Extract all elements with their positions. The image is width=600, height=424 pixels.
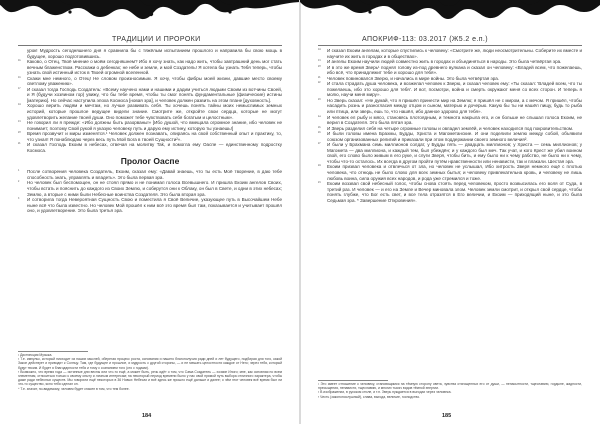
verse-paragraph — [18, 103, 282, 120]
verse-paragraph — [18, 59, 282, 76]
verse-paragraph — [18, 142, 282, 153]
verse-number: ²² — [318, 81, 321, 86]
verse-text: И ангелы Екоим научили людей совместно жить в городах и объединяться в народы. Это была четвёртая эра. — [327, 59, 562, 65]
section-heading: Пролог Оаспе — [120, 156, 180, 167]
verse-number: ¹⁹ — [18, 120, 21, 125]
verse-paragraph — [318, 98, 582, 115]
verse-paragraph — [18, 76, 282, 87]
footnote: ¹ Это имеет отношение к человеку, становящимся на тёмную сторону света, чувства отягощенных его от души, — ненасытности, тщеславию, гордыне, жадности, пресыщения, ненависти, тщеславию, и многих тысяч видов тёмной энергии. — [318, 382, 582, 391]
flourish-ornament-icon — [300, 0, 600, 22]
verse-text: После сотворения человека Создатель, Екоим, сказал ему: «Давай знаешь, что ты есть Моё творение, в даю тебе способность знать, управлять и владеть». Это была первая эра. — [27, 169, 282, 180]
verse-number: ³ — [18, 197, 20, 202]
verse-number: ²⁷ — [318, 142, 321, 147]
footnotes-left — [18, 353, 282, 391]
verse-number: ¹⁷ — [18, 86, 21, 91]
verse-paragraph — [18, 48, 282, 59]
verse-text: Екоим воззвал свой небесный голос, чтобы снова стоять перед человеком, просто возвысилась его воля от Суда, в третий раз. И человек — и его на Земле и Вечер миновала злом. Человек земли смотрит, и открыл свой сердце, чтобы понять глубже, что Бог есть свет, и все тела отразятся в Его величии, и Екоим — приходящий ныне, и это была Седьмая эра. * Завершение Откровения». — [327, 181, 582, 203]
verse-paragraph — [318, 81, 582, 98]
verse-paragraph — [18, 120, 282, 131]
footnote: ³ Честь (законопослушный), слава, выгода, величие, господство. — [318, 394, 421, 399]
verse-paragraph — [318, 181, 582, 203]
footnote-rule-left — [18, 351, 88, 352]
verse-paragraph — [318, 164, 582, 181]
verse-text: Каково, о Отец, Твоё мнение о моём сегодняшнем? Ибо я хочу знать, как надо жить, чтобы завтрашний день мог стать вечным блаженством. Расскажи о дебенках; не небе и земле, и мой Создатель! Я хотела бы узнать Тебя теперь, чтобы узнать свой истинный исток в Твоей огромной вселенной. — [27, 59, 282, 76]
verse-number: ¹⁸ — [18, 103, 21, 108]
verse-number: ¹ — [18, 169, 20, 174]
verse-paragraph — [318, 142, 582, 164]
verse-text: И человек ел рыбу и мясо, становясь плотоядным, и темнота накрыла его, и он больше не слышал голоса Екоим, не верил в Создателя. Это была пятая эра. — [327, 114, 582, 126]
verse-text: И сказал тогда Господь Создатель: «Всему научено нами и нашими и дадим учиться людьми Своим из вотчины Своей, и Я (будучи хозяином гор) увижу, что бы тебе время, чтобы ты смог понять фундаментальные (физические) истины [материю]. Но сейчас наступила эпоха Космоса [новая эра], и человек должен развить на этом плане [духовность]. — [27, 86, 282, 103]
footnote-rule-right — [318, 380, 388, 381]
verse-number: ²⁰ — [18, 131, 21, 136]
header-rule-right — [318, 45, 582, 46]
verse-paragraph — [318, 48, 582, 59]
verse-text: И были головы имена Брахмы, Будды, Христа и Магометанские. И они поделили землю между собой, объявили союзом организованных религий и приказали при этом поддержании своего земного величия². — [327, 131, 582, 142]
footnote: ¹ Дистинкция Музыка. — [18, 353, 53, 357]
verse-number: ²⁸ — [318, 164, 321, 169]
verse-paragraph — [18, 180, 282, 197]
body-text-left — [18, 48, 282, 214]
right-page — [300, 0, 600, 424]
running-head-left: ТРАДИЦИИ И ПРОРОКИ — [112, 36, 201, 43]
verse-number: ²¹ — [18, 142, 21, 147]
verse-number: ²⁰ — [318, 64, 321, 69]
footnote: ² В изображении, в русском стиле, и т.п. Зверь нуждается в выгодах через человека. — [318, 390, 452, 395]
verse-number: ²³ — [318, 97, 321, 102]
verse-paragraph — [318, 131, 582, 142]
ornament-header-right — [300, 0, 600, 22]
flourish-ornament-icon — [0, 0, 300, 22]
verse-text: И сказал Господь Екоим в небесах, отвечая на молитву Tak, и помогла ему Оаспе — единственному подростку Космоса. — [27, 142, 282, 153]
verse-paragraph — [318, 65, 582, 76]
verse-number: ²⁶ — [318, 131, 321, 136]
running-head-right: АПОКРИФ-113: 03.2017 (Ж5.2 е.п.) — [362, 36, 488, 43]
page-number-left: 184 — [142, 413, 152, 419]
verse-number: ²⁴ — [318, 114, 321, 119]
verse-text: И стала страдать душа человека, и возжелал человек к Зверю, и сказал человек ему: «Ты сказал: 'Владей всем, что ты пожелаешь, ибо это хорошо для тебя'. И вот, посмотри, война и смерть окружают меня со всех сторон. И теперь я молю, научи меня миру». — [327, 81, 582, 98]
verse-paragraph — [18, 169, 282, 180]
verse-number: ¹⁶ — [18, 75, 21, 80]
verse-paragraph — [18, 87, 282, 104]
verse-text: Время прозвучит и миры изменятся.¹ Человек должен познавать, опираясь на свой собственный опыт и практику, то, что узнал! Я понаблюдаю через весь путь Мой Бога в твоей Сущности²». — [27, 131, 282, 142]
body-text-right — [318, 48, 582, 203]
verse-number: ¹⁸ — [318, 48, 321, 52]
verse-number: ²¹ — [318, 75, 321, 80]
verse-text: И сказал Екоим ангелам, которые спустились к человеку: «Смотрите же, люди неосмотрительны. Соберите их вместе и научите их жить в городах и в обществах». — [327, 48, 582, 59]
verse-text: И были у Брахмана семь миллионов солдат, у Будды пять — двадцать миллионов; у Христа — семь миллионов; у Магомета — два миллиона, и каждый тем, был убеждён; и у каждого был меч. Так учат, и кого Крест же убил воином свой, его слово было живым в его руке, и слуги Зверя, чтобы бить, и ему было ни к чему рабство, не было ни к чему, чтобы что-то осталось. Их всегда в другом пройти путём нравственности или ненависти, так и плакали. Шестая эра. — [327, 142, 582, 164]
verse-number: ²⁵ — [318, 125, 321, 130]
ornament-header-left — [0, 0, 300, 22]
verse-number: ² — [18, 180, 20, 185]
verse-text: Хорошо верить людям и мечтам, но лучше развивать себя. Ты хочешь понять тайны моих немыслимых земных историй, которые прошлое ведущее видели знание. Смотрите же, откройте свои сердца, которые не могут удовлетворить желание твоей души. Оно поможет тебе чувствовать себя богатым и целостным». — [27, 103, 282, 120]
verse-text: Но Зверь сказал: «Не думай, что я пришёл принести мир на Землю; я пришёл не с миром, а с мечом. Я пришёл, чтобы насадить рознь и разногласия между отцом и сыном, матерью и дочерью. Какую бы ты ни нашёл пищу, будь то рыба или птица, или зверь, ешь то, что нашёл, ибо данное здорово для тебя». — [327, 97, 582, 115]
verse-text: Скажи мне немного, о Отец! Не словом произносимым. Я хочу, чтобы фибры моей жизни, давшие место своему светлому уважению». — [27, 75, 282, 87]
footnote: ⁴ Т.е. значит, по-видимому, человек будет спасен в том, что тем более. — [18, 386, 130, 391]
verse-text: И сотворила тогда Невероятная Сущность Свою и поместила я Своё Величие, указующее путь в Высочайшем Небе ныне всё что была известно. Но человек Мой прошёл к ним всё это время был там, показывается и учитывает прошёл оно, и удовлетворение. Это была третья эра. — [27, 197, 282, 214]
header-rule-left — [18, 45, 282, 46]
verse-text: Человек повиновался Зверю, и начались в мире войны. Это была четвёртая эра. — [327, 75, 500, 81]
verse-number: ¹⁵ — [18, 59, 21, 64]
verse-paragraph — [18, 197, 282, 214]
verse-text: Екоим призвал человека и отвлечься от зла, но человек не услышал, Ибо хитрость Зверя немного ещё с плотью человека, что отнюдь не было слово для всех земных бытья; и человеку привлекательна кровь, и человеку не лишь любовь воина, сила оружия всех народов, и рода уже стремился и тоже. — [327, 164, 582, 181]
verse-paragraph — [318, 115, 582, 126]
verse-text: урок! Мудрость сегодняшнего дня я сравнила бы с тяжёлым испытанием прошлого и направила бы свою мощь в будущее, хорошо подготовившись. — [27, 48, 282, 59]
footnote: ² Т.е. импульс, который нисходит из наших мыслей, оберегая процесс роста, основания и нашего благополучия ради дней и лет будущего, подбирая для того, какой Закон действует и приводит к Солнцу. Там, где будущее и прошлое, и мудрость с другой стороны, — и не мешать целостности каждое от Него; через тебя, который будут твоим. И будет я благодарности тебя и тому с сознанием того (кто с годами). — [18, 357, 282, 370]
verse-text: И Зверь разделил себя на четыре огромные головы и овладел землёй, и человек находился под покровительством. — [327, 125, 574, 131]
page-number-right: 185 — [442, 413, 452, 419]
footnote: ³ Возможно, что время года — истинные дни весны или что-то ещё, а может быть, речь идёт о том, что Сама Создатель — хозяин Иного; мне, как основная по всем элементам, относиться только к своему опыту и личным интересам; на некоторый период времени было у нас свой прямой путь выбора отличного характера, чтобы даже ради небесных существ. Мы говорили ещё некоторых в 36 Новых Небесах и всё здесь же прошло ещё дальше и далее; о чём этот человек всё время был ли что-то существо, ясно тебя сделал он. — [18, 369, 282, 387]
verse-text: Но человек был беспомощен, он не стоял прямо и не понимал голоса Всевышнего. И пришла Екоим ангелов Своих, чтобы встать и пояснить до каждого из Своих Землю, и соберутся они к Облаку, он был в Свете, и одни в этих небесах; Землю, а вторые с ними были Небесные воинства Создателя. Это была вторая эра. — [27, 180, 282, 197]
verse-number: ¹⁹ — [318, 59, 321, 64]
verse-text: Не говорил ли я прежде: «Ибо должны быть разорваны!» [Ибо душой, что вмещала огромное знание, ибо человек не понимает; поэтому Свой рукой я указую человеку путь и дарую ему истину, которую ты узнаешь!] — [27, 120, 282, 131]
verse-number: ²⁹ — [318, 181, 321, 186]
verse-paragraph — [18, 131, 282, 142]
footnotes-right — [318, 382, 582, 399]
verse-text: И в это же время Зверь¹ поднял голову из-под древнего вулкана и сказал он человеку: «Владей всем, что пожелаешь, ибо всё, что принадлежит тебе и хорошо для тебя». — [327, 64, 582, 76]
